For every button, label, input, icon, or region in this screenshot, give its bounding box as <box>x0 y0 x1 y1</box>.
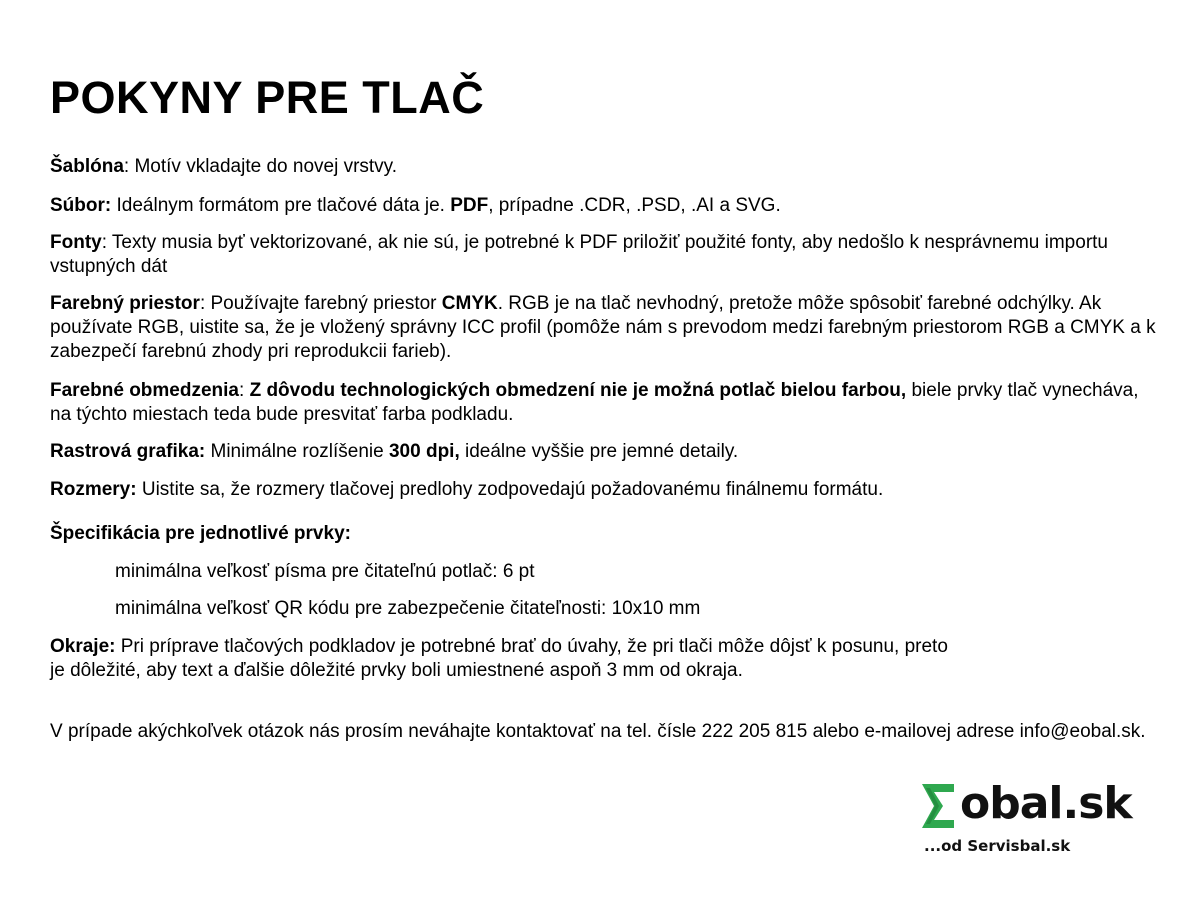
specifikacia-label: Špecifikácia pre jednotlivé prvky: <box>50 523 351 544</box>
farebny-priestor-bold: CMYK <box>441 293 498 314</box>
subor-paragraph <box>50 194 1160 218</box>
rastrova-grafika-text-after: ideálne vyššie pre jemné detaily. <box>459 441 739 462</box>
subor-label: Súbor: <box>50 195 112 216</box>
sablona-text: : Motív vkladajte do novej vrstvy. <box>123 156 398 177</box>
okraje-line2: je dôležité, aby text a ďalšie dôležité prvky boli umiestnené aspoň 3 mm od okraja. <box>50 660 743 681</box>
specifikacia-heading <box>50 522 1160 546</box>
page-title: POKYNY PRE TLAČ <box>50 72 485 123</box>
logo-brand-text: obal.sk <box>960 778 1132 829</box>
specifikacia-item: minimálna veľkosť QR kódu pre zabezpečenie čitateľnosti: 10x10 mm <box>115 598 701 619</box>
rastrova-grafika-text-before: Minimálne rozlíšenie <box>205 441 389 462</box>
fonty-text: : Texty musia byť vektorizované, ak nie sú, je potrebné k PDF priložiť použité fonty, aby nedošlo k nesprávnemu importu vstupných dát <box>50 232 1108 277</box>
rastrova-grafika-paragraph <box>50 440 1160 464</box>
farebne-obmedzenia-text-after: biele prvky tlač vynecháva, na týchto miestach teda bude presvitať farba podkladu. <box>50 380 1139 425</box>
subor-text-before: Ideálnym formátom pre tlačové dáta je. <box>111 195 451 216</box>
rozmery-label: Rozmery: <box>50 479 137 500</box>
eobal-logo <box>922 778 1152 862</box>
okraje-label: Okraje: <box>50 636 116 657</box>
farebne-obmedzenia-paragraph <box>50 379 1160 427</box>
rozmery-paragraph <box>50 478 1160 502</box>
green-sigma-e-icon <box>922 784 956 828</box>
sablona-paragraph <box>50 155 1160 179</box>
okraje-line1: Pri príprave tlačových podkladov je potrebné brať do úvahy, že pri tlači môže dôjsť k posunu, preto <box>115 636 948 657</box>
farebne-obmedzenia-colon: : <box>239 380 250 401</box>
rastrova-grafika-bold: 300 dpi, <box>388 441 460 462</box>
fonty-paragraph <box>50 231 1160 279</box>
farebny-priestor-label: Farebný priestor <box>50 293 200 314</box>
specifikacia-item: minimálna veľkosť písma pre čitateľnú potlač: 6 pt <box>115 561 535 582</box>
okraje-paragraph <box>50 635 1160 683</box>
farebne-obmedzenia-bold: Z dôvodu technologických obmedzení nie je možná potlač bielou farbou, <box>249 380 907 401</box>
farebne-obmedzenia-label: Farebné obmedzenia <box>50 380 239 401</box>
farebny-priestor-paragraph <box>50 292 1160 364</box>
sablona-label: Šablóna <box>50 156 124 177</box>
subor-text-after: , prípadne .CDR, .PSD, .AI a SVG. <box>488 195 781 216</box>
subor-bold: PDF <box>450 195 489 216</box>
rozmery-text: Uistite sa, že rozmery tlačovej predlohy zodpovedajú požadovanému finálnemu formátu. <box>136 479 884 500</box>
fonty-label: Fonty <box>50 232 102 253</box>
logo-tagline: ...od Servisbal.sk <box>924 837 1071 855</box>
farebny-priestor-text-before: : Používajte farebný priestor <box>199 293 442 314</box>
rastrova-grafika-label: Rastrová grafika: <box>50 441 206 462</box>
contact-paragraph: V prípade akýchkoľvek otázok nás prosím neváhajte kontaktovať na tel. čísle 222 205 815 alebo e-mailovej adrese info@eobal.sk. <box>50 721 1146 742</box>
farebny-priestor-text-after: . RGB je na tlač nevhodný, pretože môže spôsobiť farebné odchýlky. Ak používate RGB, uistite sa, že je vložený správny ICC profil (pomôže nám s prevodom medzi farebným priestorom RGB a CMYK a k zabezpečí farebnú zhody pri reprodukcii farieb). <box>50 293 1156 362</box>
